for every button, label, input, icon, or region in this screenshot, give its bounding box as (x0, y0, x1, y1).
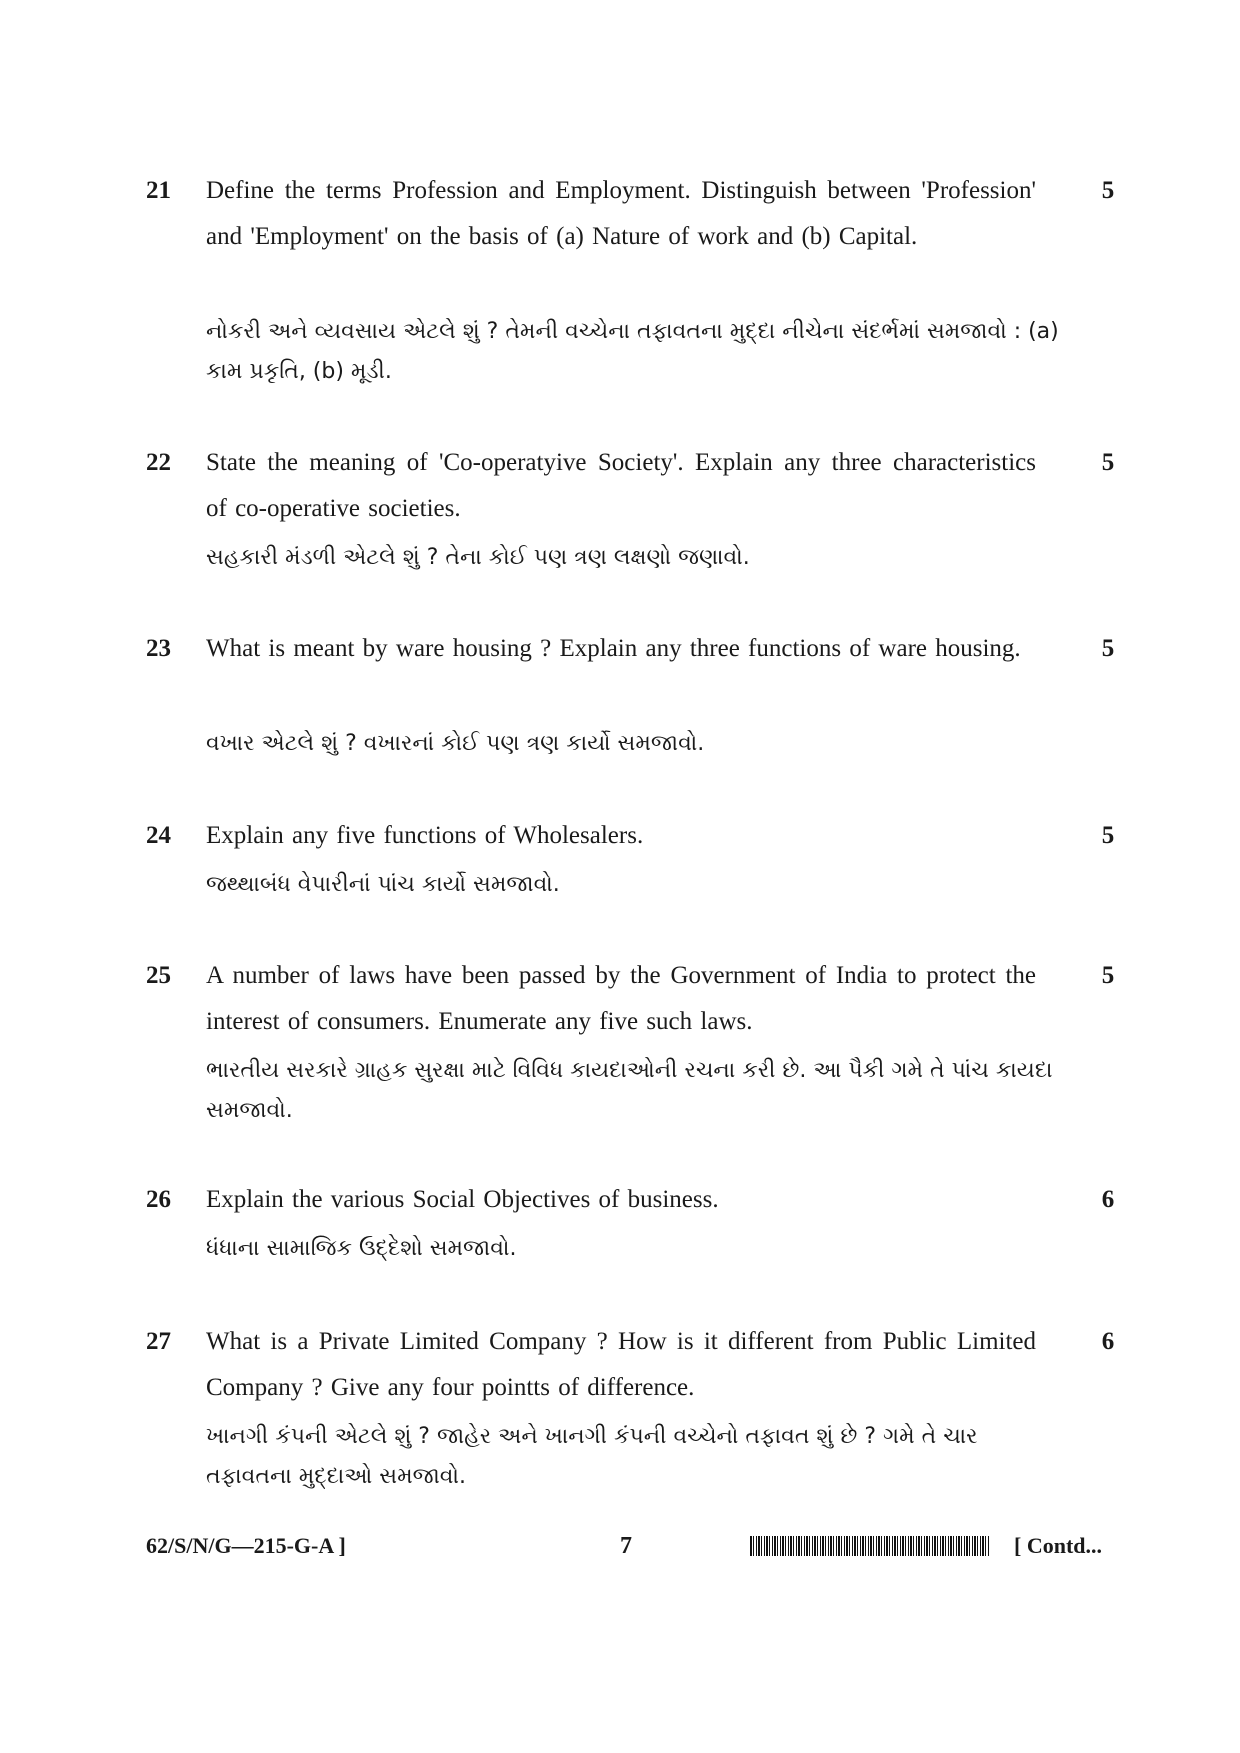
question-marks: 6 (1101, 1186, 1115, 1213)
question-text-english: A number of laws have been passed by the Government of India to protect the interest of consumers. Enumerate any five such laws. (206, 962, 1036, 1035)
question-number: 21 (146, 177, 171, 204)
question-text-english: Define the terms Profession and Employment. Distinguish between 'Profession' and 'Employment' on the basis of (a) Nature of work and (b) Capital. (206, 177, 1036, 250)
question-text-english: State the meaning of 'Co-operatyive Society'. Explain any three characteristics of co-operative societies. (206, 449, 1036, 522)
question-marks: 5 (1101, 177, 1115, 204)
question-text-english: What is meant by ware housing ? Explain any three functions of ware housing. (206, 635, 1021, 662)
question-text-english: Explain any five functions of Wholesalers. (206, 822, 644, 849)
question-number: 22 (146, 449, 171, 476)
question-number: 24 (146, 822, 171, 849)
question-text-gujarati: ધંધાના સામાજિક ઉદ્દેશો સમજાવો. (206, 1236, 517, 1261)
question-marks: 5 (1101, 449, 1115, 476)
question-marks: 5 (1101, 635, 1115, 662)
question-marks: 5 (1101, 822, 1115, 849)
question-number: 23 (146, 635, 171, 662)
question-marks: 5 (1101, 962, 1115, 989)
barcode (750, 1536, 990, 1556)
question-number: 27 (146, 1328, 171, 1355)
question-number: 26 (146, 1186, 171, 1213)
page-footer (0, 1530, 1240, 1566)
question-text-gujarati: સહકારી મંડળી એટલે શું ? તેના કોઈ પણ ત્રણ લક્ષણો જણાવો. (206, 545, 750, 570)
page-number: 7 (620, 1533, 632, 1559)
question-number: 25 (146, 962, 171, 989)
question-text-gujarati: ભારતીય સરકારે ગ્રાહક સુરક્ષા માટે વિવિધ કાયદાઓની રચના કરી છે. આ પૈકી ગમે તે પાંચ કાયદા સમજાવો. (206, 1058, 1053, 1123)
continued-label: [ Contd... (1014, 1533, 1103, 1558)
question-marks: 6 (1101, 1328, 1115, 1355)
question-text-english: Explain the various Social Objectives of business. (206, 1186, 719, 1213)
question-text-gujarati: નોકરી અને વ્યવસાય એટલે શું ? તેમની વચ્ચેના તફાવતના મુદ્દા નીચેના સંદર્ભમાં સમજાવો : (a) કામ પ્રકૃતિ, (b) મૂડી. (206, 319, 1059, 384)
question-text-gujarati: જથ્થાબંધ વેપારીનાં પાંચ કાર્યો સમજાવો. (206, 872, 560, 897)
question-text-gujarati: વખાર એટલે શું ? વખારનાં કોઈ પણ ત્રણ કાર્યો સમજાવો. (206, 731, 705, 756)
paper-code: 62/S/N/G—215-G-A ] (146, 1533, 346, 1558)
question-text-gujarati: ખાનગી કંપની એટલે શું ? જાહેર અને ખાનગી કંપની વચ્ચેનો તફાવત શું છે ? ગમે તે ચાર તફાવતના મુદ્દાઓ સમજાવો. (206, 1424, 978, 1489)
question-text-english: What is a Private Limited Company ? How is it different from Public Limited Company ? Give any four pointts of difference. (206, 1328, 1036, 1401)
